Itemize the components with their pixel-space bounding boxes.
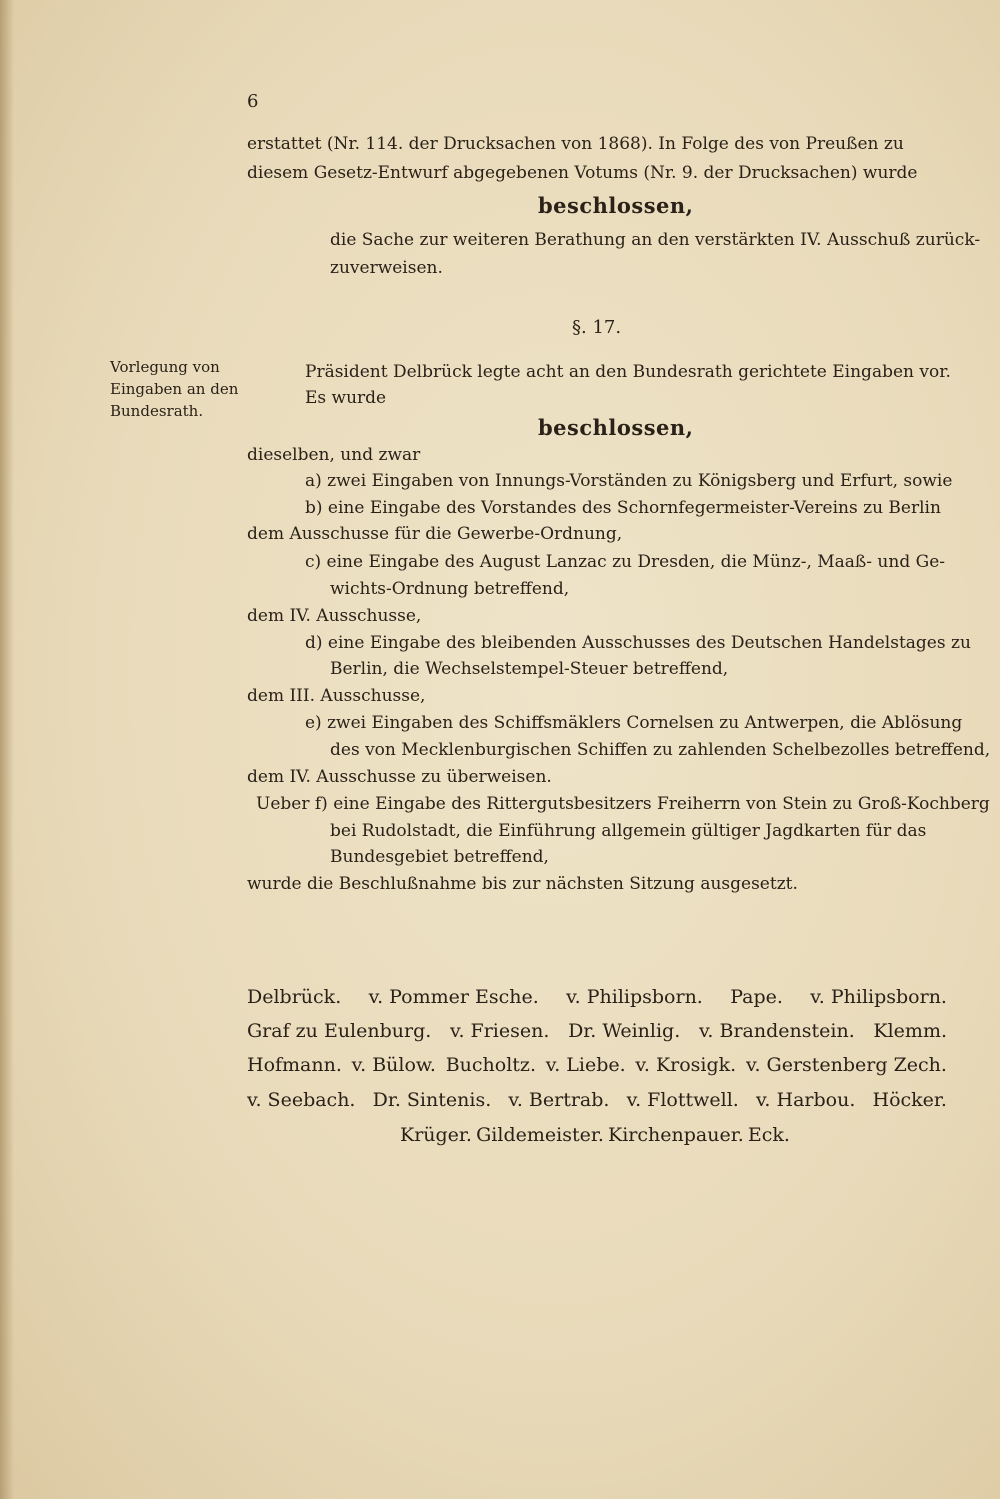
signature-name: v. Bertrab. bbox=[508, 1089, 610, 1111]
text-line: wurde die Beschlußnahme bis zur nächsten Sitzung ausgesetzt. bbox=[247, 874, 798, 894]
list-item: d) eine Eingabe des bleibenden Ausschusses des Deutschen Handelstages zu bbox=[305, 633, 971, 653]
text-line: dem IV. Ausschusse, bbox=[247, 606, 422, 626]
signature-name: Delbrück. bbox=[247, 986, 342, 1008]
signature-name: v. Harbou. bbox=[755, 1089, 856, 1111]
signature-name: Kirchenpauer. bbox=[608, 1124, 744, 1146]
signature-name: Klemm. bbox=[873, 1020, 947, 1042]
signature-name: v. Bülow. bbox=[351, 1054, 436, 1076]
resolution-heading: beschlossen, bbox=[538, 193, 694, 218]
section-number: §. 17. bbox=[572, 317, 622, 338]
text-line: des von Mecklenburgischen Schiffen zu zahlenden Schelbezolles betreffend, bbox=[330, 740, 991, 760]
signature-row bbox=[247, 985, 947, 1009]
text-line: dem IV. Ausschusse zu überweisen. bbox=[247, 767, 552, 787]
page-number: 6 bbox=[247, 91, 259, 112]
page-edge-shadow bbox=[0, 0, 14, 1499]
text-line: Bundesgebiet betreffend, bbox=[330, 847, 549, 867]
signature-name: v. Krosigk. bbox=[635, 1054, 737, 1076]
signature-name: v. Philipsborn. bbox=[810, 986, 947, 1008]
text-line: wichts-Ordnung betreffend, bbox=[330, 579, 570, 599]
signature-name: Dr. Weinlig. bbox=[568, 1020, 681, 1042]
text-line: Berlin, die Wechselstempel-Steuer betreffend, bbox=[330, 659, 729, 679]
text-line: erstattet (Nr. 114. der Drucksachen von 1868). In Folge des von Preußen zu bbox=[247, 134, 904, 154]
signature-name: Höcker. bbox=[872, 1089, 947, 1111]
text-line: dem III. Ausschusse, bbox=[247, 686, 426, 706]
text-line: zuverweisen. bbox=[330, 258, 443, 278]
signature-name: Dr. Sintenis. bbox=[372, 1089, 492, 1111]
signature-row bbox=[247, 1088, 947, 1112]
signature-name: v. Flottwell. bbox=[626, 1089, 739, 1111]
signature-name: Graf zu Eulenburg. bbox=[247, 1020, 432, 1042]
signature-name: Krüger. bbox=[400, 1124, 472, 1146]
text-line: diesem Gesetz-Entwurf abgegebenen Votums (Nr. 9. der Drucksachen) wurde bbox=[247, 163, 918, 183]
signature-name: v. Seebach. bbox=[247, 1089, 356, 1111]
list-item: Ueber f) eine Eingabe des Rittergutsbesitzers Freiherrn von Stein zu Groß-Kochberg bbox=[256, 794, 990, 814]
signature-name: v. Pommer Esche. bbox=[368, 986, 539, 1008]
signature-name: v. Gerstenberg Zech. bbox=[745, 1054, 947, 1076]
signature-name: v. Liebe. bbox=[545, 1054, 626, 1076]
signature-row bbox=[247, 1019, 947, 1043]
text-line: dieselben, und zwar bbox=[247, 445, 421, 465]
margin-note-line: Bundesrath. bbox=[110, 402, 204, 420]
text-line: Es wurde bbox=[305, 388, 387, 408]
list-item: e) zwei Eingaben des Schiffsmäklers Cornelsen zu Antwerpen, die Ablösung bbox=[305, 713, 963, 733]
text-line: Präsident Delbrück legte acht an den Bundesrath gerichtete Eingaben vor. bbox=[305, 362, 951, 382]
signature-name: v. Friesen. bbox=[449, 1020, 550, 1042]
resolution-heading: beschlossen, bbox=[538, 415, 694, 440]
signature-name: v. Philipsborn. bbox=[566, 986, 703, 1008]
margin-note-line: Eingaben an den bbox=[110, 380, 239, 398]
text-line: bei Rudolstadt, die Einführung allgemein gültiger Jagdkarten für das bbox=[330, 821, 927, 841]
margin-note-line: Vorlegung von bbox=[110, 358, 220, 376]
signature-name: Gildemeister. bbox=[476, 1124, 604, 1146]
signature-name: v. Brandenstein. bbox=[698, 1020, 855, 1042]
list-item: c) eine Eingabe des August Lanzac zu Dresden, die Münz-, Maaß- und Ge- bbox=[305, 552, 945, 572]
list-item: b) eine Eingabe des Vorstandes des Schornfegermeister-Vereins zu Berlin bbox=[305, 498, 941, 518]
signature-row bbox=[247, 1053, 947, 1077]
text-line: dem Ausschusse für die Gewerbe-Ordnung, bbox=[247, 524, 623, 544]
text-line: die Sache zur weiteren Berathung an den verstärkten IV. Ausschuß zurück- bbox=[330, 230, 981, 250]
signature-name: Pape. bbox=[730, 986, 783, 1008]
signature-name: Hofmann. bbox=[247, 1054, 342, 1076]
signature-name: Bucholtz. bbox=[445, 1054, 536, 1076]
list-item: a) zwei Eingaben von Innungs-Vorständen zu Königsberg und Erfurt, sowie bbox=[305, 471, 953, 491]
signature-row bbox=[400, 1123, 790, 1147]
signature-name: Eck. bbox=[747, 1124, 790, 1146]
